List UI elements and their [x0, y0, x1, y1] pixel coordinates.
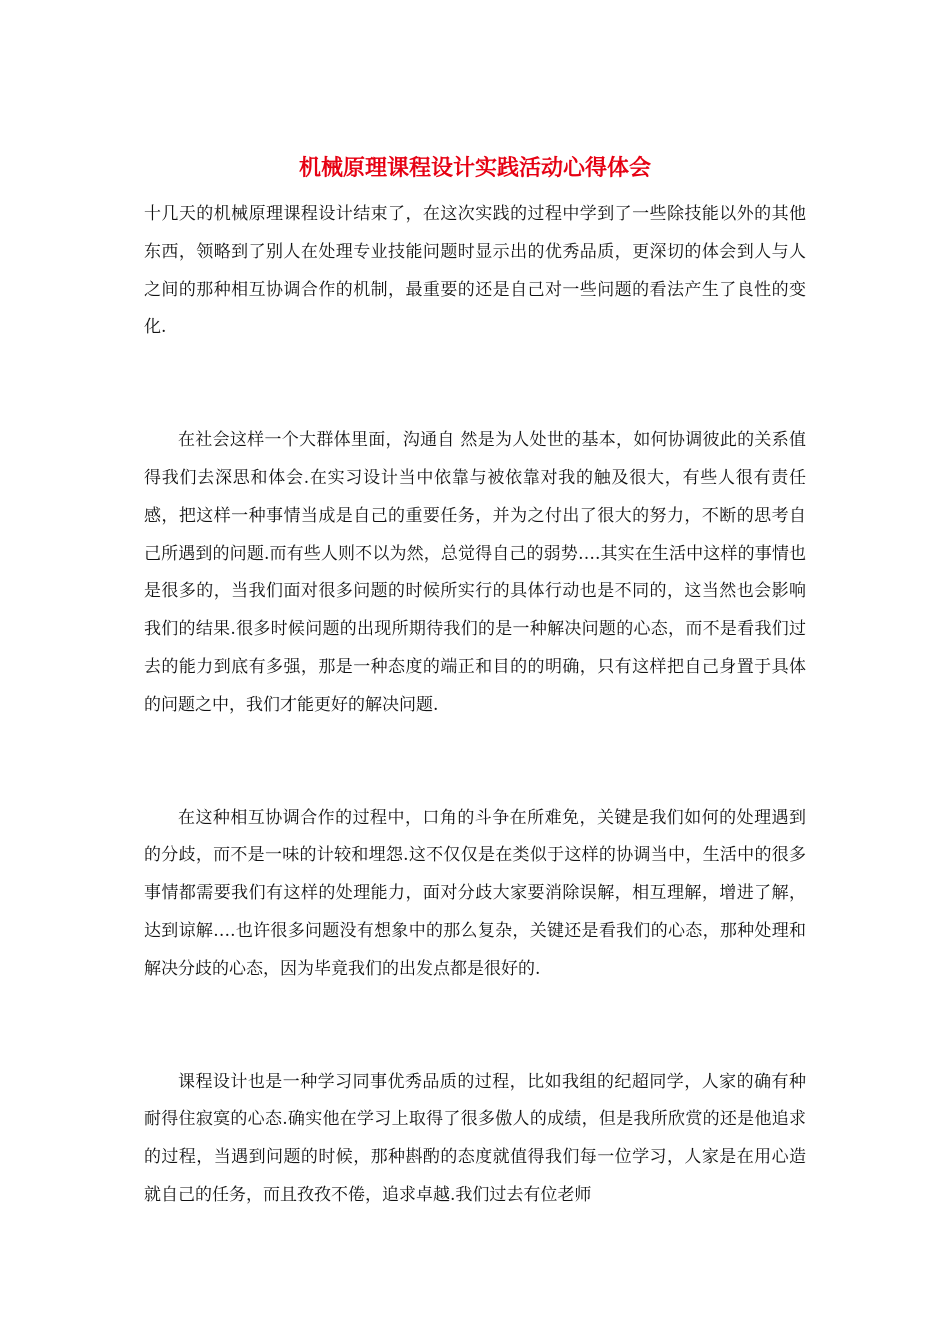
paragraph-1: 十几天的机械原理课程设计结束了，在这次实践的过程中学到了一些除技能以外的其他东西，领略到了别人在处理专业技能问题时显示出的优秀品质，更深切的体会到人与人之间的那种相互协调合作的机制，最重要的还是自己对一些问题的看法产生了良性的变化.: [144, 204, 806, 338]
paragraph-2: 在社会这样一个大群体里面，沟通自 然是为人处世的基本，如何协调彼此的关系值得我们去深思和体会.在实习设计当中依靠与被依靠对我的触及很大，有些人很有责任感，把这样一种事情当成是自己的重要任务，并为之付出了很大的努力，不断的思考自己所遇到的问题.而有些人则不以为然，总觉得自己的弱势….其实在生活中这样的事情也是很多的，当我们面对很多问题的时候所实行的具体行动也是不同的，这当然也会影响我们的结果.很多时候问题的出现所期待我们的是一种解决问题的心态，而不是看我们过去的能力到底有多强，那是一种态度的端正和目的的明确，只有这样把自己身置于具体的问题之中，我们才能更好的解决问题.: [144, 430, 806, 715]
document-title: 机械原理课程设计实践活动心得体会: [298, 155, 651, 181]
paragraph-3: 在这种相互协调合作的过程中，口角的斗争在所难免，关键是我们如何的处理遇到的分歧，而不是一味的计较和埋怨.这不仅仅是在类似于这样的协调当中，生活中的很多事情都需要我们有这样的处理能力，面对分歧大家要消除误解，相互理解，增进了解，达到谅解….也许很多问题没有想象中的那么复杂，关键还是看我们的心态，那种处理和解决分歧的心态，因为毕竟我们的出发点都是很好的.: [144, 807, 806, 979]
document-body: [144, 196, 806, 1215]
paragraph-4: 课程设计也是一种学习同事优秀品质的过程，比如我组的纪超同学，人家的确有种耐得住寂寞的心态.确实他在学习上取得了很多傲人的成绩，但是我所欣赏的还是他追求的过程，当遇到问题的时候，那种斟酌的态度就值得我们每一位学习，人家是在用心造就自己的任务，而且孜孜不倦，追求卓越.我们过去有位老师: [144, 1071, 806, 1205]
